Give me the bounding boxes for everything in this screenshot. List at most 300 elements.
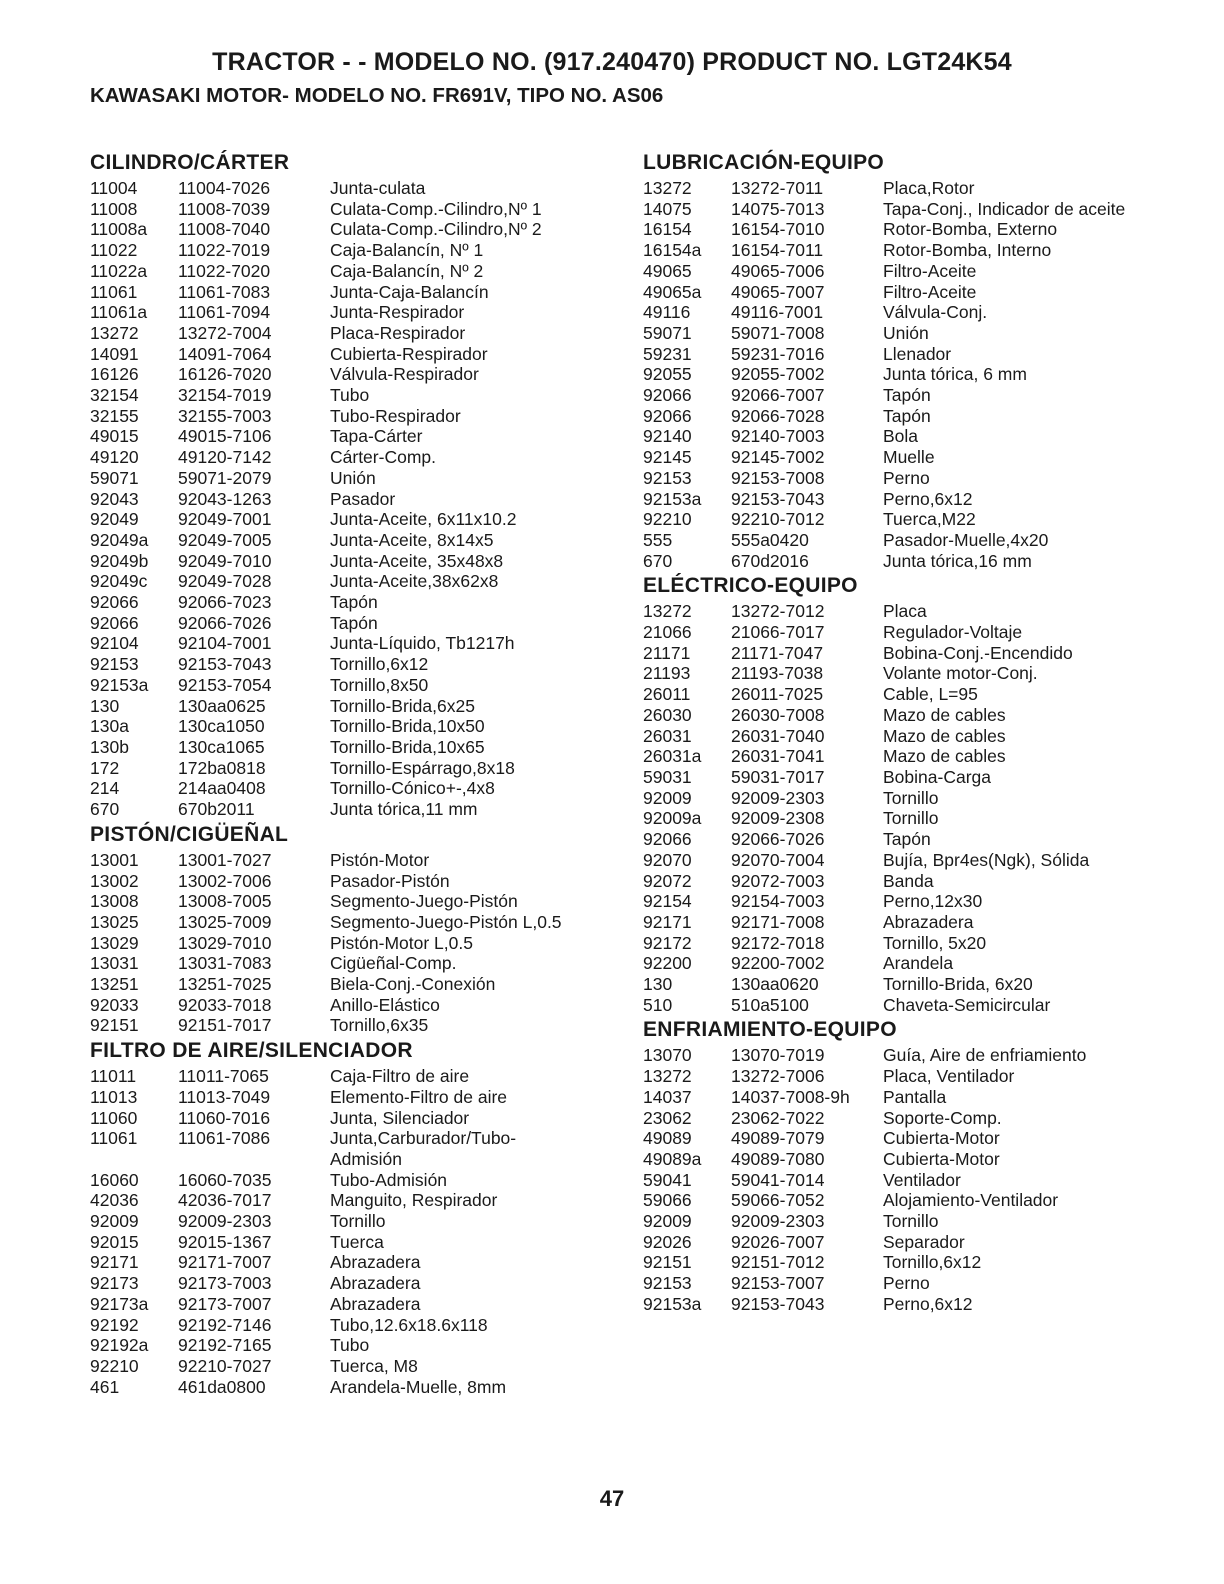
part-number: 92153-7043 [178,654,272,675]
part-key: 11061 [90,281,138,302]
part-description: Culata-Comp.-Cilindro,Nº 2 [330,219,542,240]
section-title: ELÉCTRICO-EQUIPO [643,574,858,598]
part-description: Llenador [883,343,952,364]
part-key: 26031a [643,746,702,767]
part-number: 130ca1050 [178,716,265,737]
part-number: 14091-7064 [178,343,272,364]
part-description: Placa [883,601,927,622]
part-key: 461 [90,1376,120,1397]
part-number: 13002-7006 [178,870,272,891]
part-number: 92009-2308 [731,808,825,829]
part-row [643,829,1143,850]
part-key: 11061 [90,1128,138,1149]
part-number: 11004-7026 [178,178,271,198]
part-number: 59231-7016 [731,343,825,364]
part-description: Tapón [883,829,931,850]
part-key: 11011 [90,1066,137,1087]
part-description: Tornillo [883,787,939,808]
part-row [643,891,1143,912]
part-row [90,995,590,1016]
section-title: LUBRICACIÓN-EQUIPO [643,151,885,174]
part-row [643,643,1143,664]
part-number: 92192-7165 [178,1335,272,1356]
part-description: Guía, Aire de enfriamiento [883,1045,1087,1066]
part-row [90,426,590,447]
part-description: Placa, Ventilador [883,1066,1015,1087]
part-number: 670b2011 [178,799,255,820]
part-description: Mazo de cables [883,704,1006,725]
part-key: 49089 [643,1128,692,1149]
part-row [643,406,1143,427]
part-row [90,1087,590,1108]
part-row [643,1232,1143,1253]
part-row [90,953,590,974]
part-key: 13272 [643,601,692,622]
part-key: 92009 [643,1211,692,1232]
part-key: 92192a [90,1335,149,1356]
part-description: Tornillo [883,1211,939,1232]
part-description: Ventilador [883,1169,961,1190]
part-key: 11061a [90,302,148,323]
part-number: 92072-7003 [731,870,825,891]
part-number: 92151-7012 [731,1252,825,1273]
part-row [90,778,590,799]
part-key: 92153a [643,488,702,509]
part-number: 11008-7040 [178,219,271,240]
part-description: Abrazadera [330,1293,421,1314]
section-title: CILINDRO/CÁRTER [90,151,290,174]
part-key: 13272 [643,178,692,198]
part-number: 13272-7006 [731,1066,825,1087]
part-description: Abrazadera [883,911,974,932]
part-row [643,871,1143,892]
part-number: 14075-7013 [731,198,825,219]
part-number: 11061-7083 [178,281,271,302]
part-description: Unión [330,467,376,488]
part-key: 23062 [643,1107,692,1128]
part-row [90,199,590,220]
part-row [643,933,1143,954]
part-description: Tapa-Cárter [330,426,423,447]
part-key: 13070 [643,1045,692,1066]
part-description: Perno [883,1273,930,1294]
part-row [90,871,590,892]
part-description: Rotor-Bomba, Externo [883,219,1058,240]
part-number: 92210-7027 [178,1355,272,1376]
part-number: 26031-7040 [731,725,825,746]
part-key: 92153 [643,1273,692,1294]
part-description: Tapón [883,385,931,406]
part-key: 92055 [643,364,692,385]
part-row [90,654,590,675]
part-row [643,1045,1143,1066]
part-row [90,1294,590,1315]
part-description: Tubo,12.6x18.6x118 [330,1314,488,1335]
part-number: 92140-7003 [731,426,825,447]
part-number: 92200-7002 [731,953,825,974]
part-key: 92066 [90,592,139,613]
part-description: Junta-Aceite, 8x14x5 [330,529,494,550]
part-key: 92009 [643,787,692,808]
part-row [643,530,1143,551]
part-row [643,323,1143,344]
part-description: Perno,6x12 [883,1293,973,1314]
part-number: 92173-7007 [178,1293,272,1314]
part-row [643,178,1143,199]
part-key: 11008a [90,219,148,240]
part-description: Tapón [330,612,378,633]
part-row [643,912,1143,933]
part-row [643,489,1143,510]
part-row [90,1211,590,1232]
part-number: 92049-7010 [178,550,272,571]
part-number: 13008-7005 [178,891,272,912]
part-key: 13001 [90,849,139,870]
part-row [90,716,590,737]
part-row [90,1335,590,1356]
part-row [643,726,1143,747]
part-row [643,219,1143,240]
part-description: Tuerca [330,1231,384,1252]
part-description: Bobina-Conj.-Encendido [883,642,1073,663]
part-row [643,302,1143,323]
part-row [90,1170,590,1191]
part-number: 49116-7001 [731,302,824,323]
part-row [643,509,1143,530]
part-number: 11013-7049 [178,1086,271,1107]
part-row [643,261,1143,282]
part-row [90,261,590,282]
part-description: Abrazadera [330,1252,421,1273]
part-description: Tornillo [883,808,939,829]
part-number: 11061-7094 [178,302,271,323]
part-description: Tornillo-Brida,6x25 [330,695,475,716]
part-number: 13031-7083 [178,953,272,974]
part-row [90,633,590,654]
part-row [643,974,1143,995]
part-number: 130aa0620 [731,974,819,995]
part-row [90,530,590,551]
part-description: Bola [883,426,919,447]
part-description: Pistón-Motor L,0.5 [330,932,473,953]
part-key: 92049b [90,550,149,571]
part-row [90,406,590,427]
part-number: 42036-7017 [178,1190,272,1211]
part-description: Válvula-Conj. [883,302,988,323]
part-number: 23062-7022 [731,1107,825,1128]
part-key: 13251 [90,974,139,995]
part-key: 92026 [643,1231,692,1252]
part-key: 92173 [90,1273,139,1294]
part-number: 13025-7009 [178,911,272,932]
part-key: 11004 [90,178,138,198]
part-description: Anillo-Elástico [330,994,440,1015]
part-row [643,788,1143,809]
part-number: 49015-7106 [178,426,272,447]
part-number: 130aa0625 [178,695,266,716]
part-row [643,1170,1143,1191]
part-key: 26030 [643,704,692,725]
part-description: Junta-culata [330,178,426,198]
part-number: 16154-7010 [731,219,825,240]
part-key: 92140 [643,426,692,447]
part-row [643,240,1143,261]
part-key: 11022a [90,260,148,281]
part-description: Bobina-Carga [883,766,991,787]
part-row [643,746,1143,767]
part-number: 26031-7041 [731,746,825,767]
part-row [643,1294,1143,1315]
part-number: 11022-7019 [178,240,271,261]
part-description: Pantalla [883,1086,947,1107]
part-key: 92009 [90,1211,139,1232]
part-number: 92151-7017 [178,1015,272,1036]
part-description: Unión [883,322,929,343]
part-row [643,385,1143,406]
part-key: 92153 [90,654,139,675]
part-number: 13272-7004 [178,322,272,343]
part-row [90,675,590,696]
part-row [643,1211,1143,1232]
part-number: 21171-7047 [731,642,824,663]
part-row [90,385,590,406]
part-row [90,364,590,385]
part-description: Perno,12x30 [883,891,983,912]
part-number: 92066-7007 [731,385,825,406]
part-key: 670 [90,799,120,820]
part-key: 92066 [643,829,692,850]
part-description: Tapa-Conj., Indicador de aceite [883,198,1126,219]
part-description: Tapón [883,405,931,426]
part-row [90,799,590,820]
part-row [90,696,590,717]
part-key: 13025 [90,911,139,932]
part-key: 130a [90,716,129,737]
parts-section [90,1036,590,1397]
part-number: 49065-7007 [731,281,825,302]
part-key: 21171 [643,642,691,663]
part-description: Tornillo-Brida, 6x20 [883,974,1033,995]
part-row [90,219,590,240]
section-title: ENFRIAMIENTO-EQUIPO [643,1018,897,1042]
part-number: 13001-7027 [178,849,272,870]
part-row [90,240,590,261]
part-key: 14037 [643,1086,692,1107]
part-description: Mazo de cables [883,725,1006,746]
part-number: 13251-7025 [178,974,272,995]
page-number: 47 [599,1486,625,1511]
part-description: Filtro-Aceite [883,281,977,302]
part-number: 92026-7007 [731,1231,825,1252]
part-number: 92033-7018 [178,994,272,1015]
part-description: Caja-Balancín, Nº 1 [330,240,484,261]
right-column [643,148,1143,1315]
part-number: 49065-7006 [731,260,825,281]
part-row [643,1273,1143,1294]
part-number: 92210-7012 [731,509,825,530]
part-key: 92153a [643,1293,702,1314]
part-key: 16126 [90,364,139,385]
part-key: 670 [643,550,673,571]
part-description: Cubierta-Respirador [330,343,488,364]
part-description: Tornillo,6x12 [330,654,429,675]
part-row [90,302,590,323]
part-row [90,1190,590,1211]
part-number: 59066-7052 [731,1190,825,1211]
part-number: 92154-7003 [731,891,825,912]
part-number: 92104-7001 [178,633,272,654]
part-number: 11022-7020 [178,260,271,281]
part-key: 92066 [90,612,139,633]
part-number: 92171-7007 [178,1252,272,1273]
part-number: 26030-7008 [731,704,825,725]
part-row [643,1252,1143,1273]
part-number: 11061-7086 [178,1128,271,1149]
part-number: 59041-7014 [731,1169,825,1190]
part-key: 92153a [90,674,149,695]
part-key: 92200 [643,953,692,974]
part-row [90,912,590,933]
part-number: 92066-7026 [178,612,272,633]
part-key: 92192 [90,1314,139,1335]
part-key: 92104 [90,633,139,654]
part-description: Bujía, Bpr4es(Ngk), Sólida [883,849,1090,870]
part-number: 11011-7065 [178,1066,269,1087]
part-row [643,1087,1143,1108]
part-description: Tornillo-Espárrago,8x18 [330,757,515,778]
part-number: 49120-7142 [178,447,272,468]
part-row [643,1128,1143,1149]
part-key: 92210 [643,509,692,530]
part-key: 14091 [90,343,139,364]
part-row [643,767,1143,788]
part-number: 92055-7002 [731,364,825,385]
part-key: 92049a [90,529,149,550]
part-key: 26011 [643,684,691,705]
part-number: 59071-2079 [178,467,272,488]
part-row [643,663,1143,684]
part-key: 92049 [90,509,139,530]
part-description: Mazo de cables [883,746,1006,767]
part-key: 130b [90,736,129,757]
part-number: 16126-7020 [178,364,272,385]
part-key: 49120 [90,447,139,468]
section-title: PISTÓN/CIGÜEÑAL [90,822,289,846]
part-number: 13029-7010 [178,932,272,953]
part-key: 92151 [643,1252,692,1273]
part-key: 13272 [643,1066,692,1087]
part-number: 13272-7011 [731,178,824,198]
part-description: Alojamiento-Ventilador [883,1190,1059,1211]
part-description: Tornillo,6x35 [330,1015,429,1036]
page-subtitle: KAWASAKI MOTOR- MODELO NO. FR691V, TIPO NO. AS06 [90,84,664,107]
part-row [643,551,1143,572]
part-key: 59071 [643,322,692,343]
part-key: 13029 [90,932,139,953]
part-row [90,447,590,468]
part-number: 670d2016 [731,550,809,571]
part-key: 130 [90,695,120,716]
part-key: 11022 [90,240,138,261]
part-description: Tornillo,8x50 [330,674,429,695]
part-key: 59031 [643,766,692,787]
part-key: 11060 [90,1107,138,1128]
part-key: 59041 [643,1169,692,1190]
part-number: 92009-2303 [731,1211,825,1232]
part-key: 92151 [90,1015,139,1036]
part-row [643,1066,1143,1087]
part-row [90,1232,590,1253]
part-row [90,891,590,912]
part-description: Biela-Conj.-Conexión [330,974,496,995]
part-description: Cubierta-Motor [883,1128,1000,1149]
part-description: Junta-Líquido, Tb1217h [330,633,515,654]
part-description: Arandela [883,953,954,974]
part-number: 130ca1065 [178,736,265,757]
part-description: Tapón [330,592,378,613]
part-key: 59066 [643,1190,692,1211]
part-key: 59231 [643,343,692,364]
part-description: Válvula-Respirador [330,364,479,385]
part-row [90,1252,590,1273]
part-row [90,323,590,344]
part-description: Filtro-Aceite [883,260,977,281]
part-description: Junta, Silenciador [330,1107,470,1128]
part-key: 92049c [90,571,148,592]
part-number: 49089-7079 [731,1128,825,1149]
part-number: 92153-7054 [178,674,272,695]
part-key: 42036 [90,1190,139,1211]
part-description: Segmento-Juego-Pistón L,0.5 [330,911,562,932]
part-number: 92153-7008 [731,467,825,488]
part-description: Junta tórica,11 mm [330,799,478,820]
part-row [643,808,1143,829]
part-number: 92015-1367 [178,1231,272,1252]
part-description: Junta-Aceite,38x62x8 [330,571,499,592]
part-row [90,1273,590,1294]
part-description: Tuerca, M8 [330,1355,418,1376]
part-number: 92145-7002 [731,447,825,468]
part-number: 92049-7001 [178,509,272,530]
part-description: Caja-Filtro de aire [330,1066,470,1087]
part-key: 32154 [90,385,139,406]
part-key: 555 [643,529,673,550]
part-row [90,737,590,758]
part-description: Banda [883,870,934,891]
part-key: 13008 [90,891,139,912]
part-row [90,1066,590,1087]
part-description: Junta tórica, 6 mm [883,364,1027,385]
part-row [643,850,1143,871]
part-key: 172 [90,757,120,778]
section-title: FILTRO DE AIRE/SILENCIADOR [90,1039,413,1063]
part-key: 49065a [643,281,702,302]
part-number: 172ba0818 [178,757,266,778]
part-number: 461da0800 [178,1376,266,1397]
part-description: Tornillo-Brida,10x65 [330,736,485,757]
part-number: 92153-7043 [731,1293,825,1314]
part-number: 11008-7039 [178,198,271,219]
part-number: 92070-7004 [731,849,825,870]
part-description: Culata-Comp.-Cilindro,Nº 1 [330,198,542,219]
part-description: Arandela-Muelle, 8mm [330,1376,507,1397]
part-key: 16060 [90,1169,139,1190]
part-description: Tornillo, 5x20 [883,932,987,953]
part-key: 92043 [90,488,139,509]
part-key: 92015 [90,1231,139,1252]
parts-section [90,148,590,820]
part-number: 92049-7005 [178,529,272,550]
